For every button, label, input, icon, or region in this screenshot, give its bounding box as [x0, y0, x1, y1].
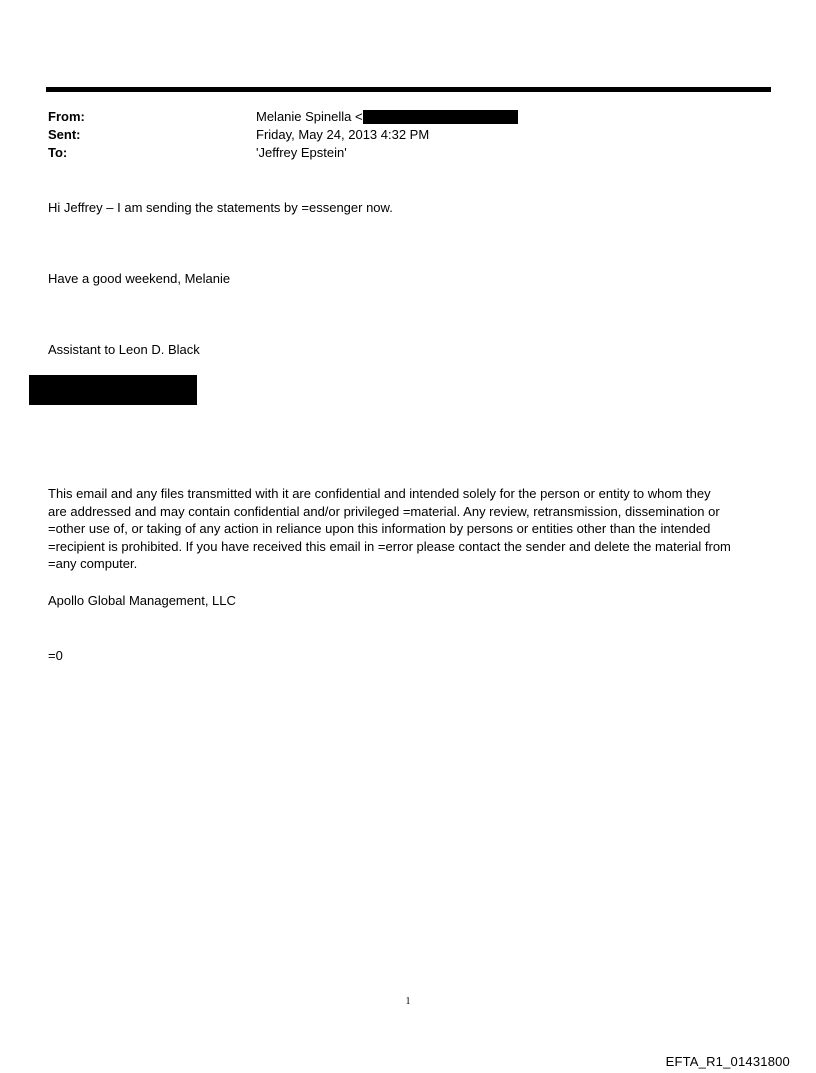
page-number: 1 [405, 996, 411, 1007]
body-line-title: Assistant to Leon D. Black [48, 342, 200, 357]
body-line-greeting: Hi Jeffrey – I am sending the statements by =essenger now. [48, 200, 393, 215]
disclaimer-line: =other use of, or taking of any action in reliance upon this information by persons or entities other than the intended [48, 521, 711, 537]
to-label: To: [48, 145, 68, 160]
disclaimer-line: =recipient is prohibited. If you have received this email in =error please contact the sender and delete the material from [48, 538, 731, 554]
body-trailer: =0 [48, 648, 63, 663]
sent-label: Sent: [48, 127, 81, 142]
sent-value: Friday, May 24, 2013 4:32 PM [256, 127, 430, 142]
to-value: 'Jeffrey Epstein' [256, 145, 347, 160]
disclaimer-line: This email and any files transmitted with it are confidential and intended solely for the person or entity to whom they [48, 486, 711, 501]
from-label: From: [48, 109, 85, 124]
disclaimer-line: =any computer. [48, 556, 138, 572]
redaction-bar [363, 110, 518, 124]
bates-number: EFTA_R1_01431800 [665, 1054, 790, 1069]
company-name: Apollo Global Management, LLC [48, 593, 236, 608]
disclaimer-line: are addressed and may contain confidential and/or privileged =material. Any review, retransmission, dissemination or [48, 503, 720, 519]
redaction-block [29, 375, 197, 405]
header-rule [46, 87, 771, 92]
confidentiality-disclaimer [48, 485, 770, 573]
from-value: Melanie Spinella < [256, 109, 363, 124]
body-line-signoff: Have a good weekend, Melanie [48, 271, 231, 286]
